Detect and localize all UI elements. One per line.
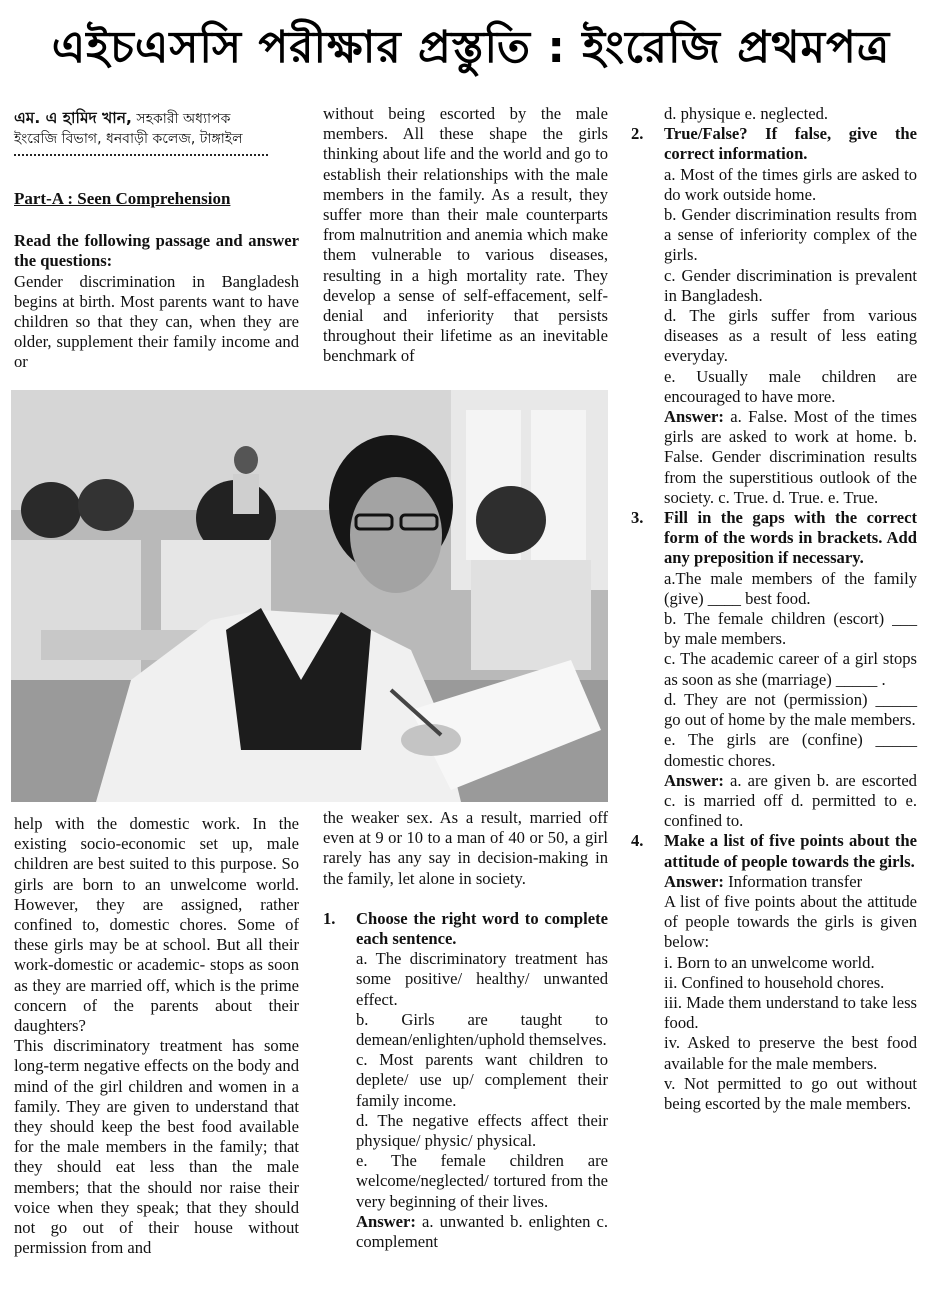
author-role: সহকারী অধ্যাপক xyxy=(136,111,231,127)
author-name: এম. এ হামিদ খান, xyxy=(14,109,132,127)
answer xyxy=(664,872,917,892)
answer-text: Information transfer xyxy=(728,871,863,891)
list-item: v. Not permitted to go out without being escorted by the male members. xyxy=(664,1073,917,1113)
answer-intro: A list of five points about the attitude of people towards the girls is given below: xyxy=(664,891,917,952)
answer-label: Answer: xyxy=(664,871,724,891)
passage-paragraph: Gender discrimination in Bangladesh begins at birth. Most parents want to have children so that they can, when they are older, supplement their family income and or xyxy=(14,271,299,372)
question-item: a. The discriminatory treatment has some positive/ healthy/ unwanted effect. xyxy=(356,949,608,1009)
question-item: b. Girls are taught to demean/enlighten/uphold themselves. xyxy=(356,1009,608,1050)
question-item: e. Usually male children are encouraged to have more. xyxy=(664,366,917,406)
answer xyxy=(664,771,917,832)
question-item: e. The female children are welcome/neglected/ tortured from the very beginning of their lives. xyxy=(356,1151,608,1211)
author-department: ইংরেজি বিভাগ, ধনবাড়ী কলেজ, টাঙ্গাইল xyxy=(14,131,243,147)
question-number: 4. xyxy=(631,831,644,851)
question-item: d. The girls suffer from various diseases as a result of less eating everyday. xyxy=(664,306,917,366)
passage-paragraph: help with the domestic work. In the existing socio-economic set up, male children are best suited to this purpose. So girls are born to an unwelcome world. However, they are assigned, rather confined to, domestic chores. Some of these girls may be at school. But all their work-domestic or academic- stops as soon as they are married off, which is the prime concern of the parents about their daughters? xyxy=(14,814,299,1036)
column-middle-bottom xyxy=(323,808,608,1252)
instruction: Read the following passage and answer the questions: xyxy=(14,231,299,271)
question-item: d. The negative effects affect their physique/ physic/ physical. xyxy=(356,1110,608,1151)
column-left-bottom xyxy=(14,814,299,1258)
exam-hall-photo xyxy=(11,390,608,802)
list-item: iv. Asked to preserve the best food available for the male members. xyxy=(664,1033,917,1073)
column-middle-top xyxy=(323,104,608,367)
answer xyxy=(356,1212,608,1252)
answer-continued: d. physique e. neglected. xyxy=(664,104,829,123)
question-item: a.The male members of the family (give) ____ best food. xyxy=(664,568,917,608)
question-4 xyxy=(631,831,917,1114)
answer xyxy=(664,407,917,508)
byline xyxy=(14,108,299,149)
passage-paragraph: without being escorted by the male members. All these shape the girls thinking about life and the world and go to establish their relationships with the male members in the family. As a result, they suffer more than their male counterparts from malnutrition and anemia which make them vulnerable to various diseases, resulting in a high mortality rate. They develop a sense of self-effacement, self-denial and inferiority that persists throughout their lifetime as an inevitable benchmark of xyxy=(323,104,608,366)
question-item: d. They are not (permission) _____ go out of home by the male members. xyxy=(664,689,917,730)
question-prompt: Make a list of five points about the attitude of people towards the girls. xyxy=(664,831,917,871)
question-item: a. Most of the times girls are asked to do work outside home. xyxy=(664,164,917,204)
column-right xyxy=(631,104,917,1114)
passage-paragraph: This discriminatory treatment has some long-term negative effects on the body and mind of the girl children and women in a family. They are given to understand that they should keep the best food available for the male members in the family; that they should eat less than the male members; that the should nor raise their voice when they speak; that they should not go out of their house without permission from and xyxy=(14,1036,299,1258)
answer-label: Answer: xyxy=(356,1211,416,1231)
question-prompt: True/False? If false, give the correct information. xyxy=(664,124,917,164)
answer-text: a. False. Most of the times girls are asked to work at home. b. False. Gender discrimination results from the superstitious outlook of the society. c. True. d. True. e. True. xyxy=(664,407,917,507)
question-item: c. The academic career of a girl stops as soon as she (marriage) _____ . xyxy=(664,649,917,689)
column-left-top xyxy=(14,108,299,373)
question-1 xyxy=(323,909,608,1252)
question-item: e. The girls are (confine) _____ domestic chores. xyxy=(664,730,917,770)
headline: এইচএসসি পরীক্ষার প্রস্তুতি : ইংরেজি প্রথমপত্র xyxy=(51,22,891,73)
question-number: 2. xyxy=(631,124,644,144)
list-item: iii. Made them understand to take less food. xyxy=(664,992,917,1033)
answer-label: Answer: xyxy=(664,770,724,790)
question-number: 1. xyxy=(323,908,336,928)
question-item: b. Gender discrimination results from a sense of inferiority complex of the girls. xyxy=(664,205,917,265)
question-item: c. Gender discrimination is prevalent in Bangladesh. xyxy=(664,265,917,305)
question-2 xyxy=(631,124,917,508)
answer-text: a. are given b. are escorted c. is married off d. permitted to e. confined to. xyxy=(664,770,917,831)
photo-illustration xyxy=(11,390,608,802)
question-number: 3. xyxy=(631,508,644,528)
dotted-divider xyxy=(14,154,268,156)
list-item: ii. Confined to household chores. xyxy=(664,972,885,992)
question-prompt: Fill in the gaps with the correct form of the words in brackets. Add any preposition if necessary. xyxy=(664,508,917,568)
question-3 xyxy=(631,508,917,831)
answer-text: a. unwanted b. enlighten c. complement xyxy=(356,1211,609,1252)
question-item: b. The female children (escort) ___ by male members. xyxy=(664,609,917,649)
list-item: i. Born to an unwelcome world. xyxy=(664,952,875,972)
question-prompt: Choose the right word to complete each sentence. xyxy=(356,908,608,949)
answer-label: Answer: xyxy=(664,407,724,427)
passage-paragraph: the weaker sex. As a result, married off even at 9 or 10 to a man of 40 or 50, a girl rarely has any say in decision-making in the family, let alone in society. xyxy=(323,808,608,888)
section-title: Part-A : Seen Comprehension xyxy=(14,189,231,208)
question-item: c. Most parents want children to deplete/ use up/ complement their family income. xyxy=(356,1050,608,1110)
